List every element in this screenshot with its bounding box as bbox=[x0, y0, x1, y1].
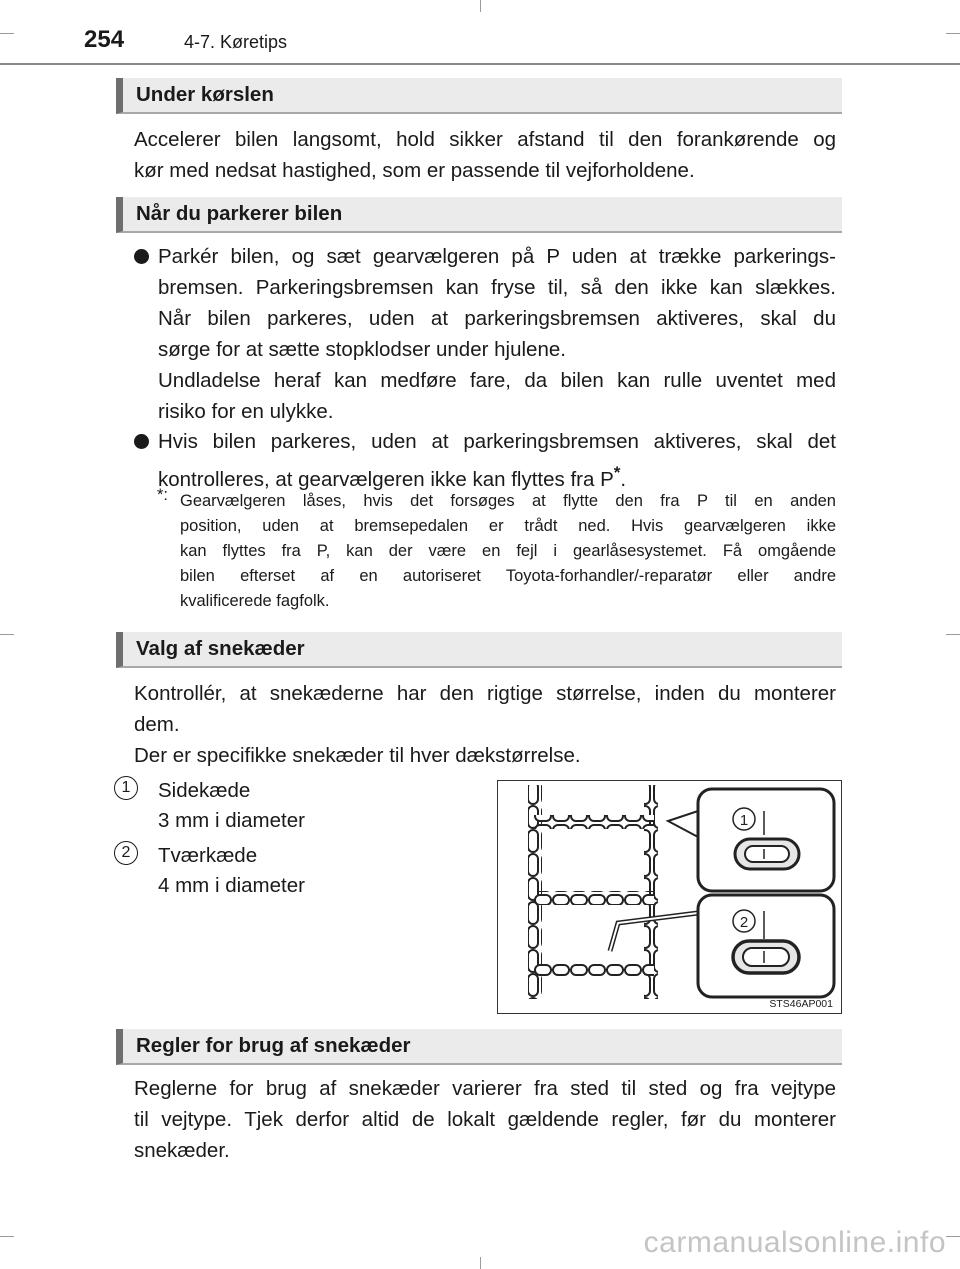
paragraph-line: til vejtype. Tjek derfor altid de lokalt gældende regler, før du monterer bbox=[134, 1108, 836, 1131]
crop-mark bbox=[946, 33, 960, 34]
snow-chain-illustration bbox=[498, 781, 840, 1012]
paragraph-line: dem. bbox=[134, 713, 180, 736]
callout-number: 1 bbox=[739, 812, 749, 829]
bullet-line: risiko for en ulykke. bbox=[158, 400, 334, 423]
chain-link-inner bbox=[743, 948, 789, 966]
paragraph-line: Der er specifikke snekæder til hver dækstørrelse. bbox=[134, 744, 581, 767]
cross-chain bbox=[534, 891, 654, 905]
snow-chain-figure bbox=[497, 780, 842, 1014]
bullet-icon bbox=[134, 249, 149, 264]
heading-under-korslen: Under kørslen bbox=[116, 78, 842, 114]
paragraph-line: kør med nedsat hastighed, som er passende til vejforholdene. bbox=[134, 159, 695, 182]
bullet-line: Parkér bilen, og sæt gearvælgeren på P uden at trække parkerings- bbox=[158, 245, 836, 268]
header-divider bbox=[0, 63, 960, 65]
footnote-line: bilen efterset af en autoriseret Toyota-forhandler/-reparatør eller andre bbox=[180, 567, 836, 585]
section-title: 4-7. Køretips bbox=[184, 32, 288, 52]
page-number: 254 bbox=[84, 26, 125, 53]
asterisk: * bbox=[613, 463, 621, 482]
item-label: Tværkæde bbox=[158, 844, 258, 867]
bullet-line: sørge for at sætte stopklodser under hjulene. bbox=[158, 338, 566, 361]
bullet-icon bbox=[134, 434, 149, 449]
paragraph-line: Accelerer bilen langsomt, hold sikker afstand til den forankørende og bbox=[134, 128, 836, 151]
crop-mark bbox=[480, 1257, 481, 1269]
item-detail: 3 mm i diameter bbox=[158, 809, 305, 832]
item-number-badge: 1 bbox=[114, 776, 138, 800]
figure-code: STS46AP001 bbox=[769, 998, 833, 1010]
footnote-line: Gearvælgeren låses, hvis det forsøges at flytte den fra P til en anden bbox=[180, 492, 836, 510]
paragraph-line: Reglerne for brug af snekæder varierer fra sted til sted og fra vejtype bbox=[134, 1077, 836, 1100]
bullet-line: Hvis bilen parkeres, uden at parkeringsbremsen aktiveres, skal det bbox=[158, 430, 836, 453]
crop-mark bbox=[0, 1236, 14, 1237]
crop-mark bbox=[0, 33, 14, 34]
item-label: Sidekæde bbox=[158, 779, 251, 802]
bullet-line: bremsen. Parkeringsbremsen kan fryse til, så den ikke kan slækkes. bbox=[158, 276, 836, 299]
crop-mark bbox=[946, 1236, 960, 1237]
period: . bbox=[620, 467, 627, 491]
crop-mark bbox=[0, 634, 14, 635]
heading-valg: Valg af snekæder bbox=[116, 632, 842, 668]
item-number-badge: 2 bbox=[114, 841, 138, 865]
callout-pointer bbox=[668, 811, 698, 837]
bullet-line: Undladelse heraf kan medføre fare, da bilen kan rulle uventet med bbox=[158, 369, 836, 392]
cross-chain bbox=[534, 815, 654, 829]
footnote-line: kvalificerede fagfolk. bbox=[180, 592, 330, 610]
item-detail: 4 mm i diameter bbox=[158, 874, 305, 897]
crop-mark bbox=[480, 0, 481, 12]
heading-parkering: Når du parkerer bilen bbox=[116, 197, 842, 233]
bullet-text: kontrolleres, at gearvælgeren ikke kan flyttes fra P bbox=[158, 467, 614, 491]
footnote-line: position, uden at bremsepedalen er trådt ned. Hvis gearvælgeren ikke bbox=[180, 517, 836, 535]
footnote-line: kan flyttes fra P, kan der være en fejl i gearlåsesystemet. Få omgående bbox=[180, 542, 836, 560]
bullet-line: Når bilen parkeres, uden at parkeringsbremsen aktiveres, skal du bbox=[158, 307, 836, 330]
heading-regler: Regler for brug af snekæder bbox=[116, 1029, 842, 1065]
cross-chain bbox=[534, 963, 654, 977]
paragraph-line: Kontrollér, at snekæderne har den rigtige størrelse, inden du monterer bbox=[134, 682, 836, 705]
callout-number: 2 bbox=[739, 914, 749, 931]
chain-link-inner bbox=[745, 846, 789, 862]
paragraph-line: snekæder. bbox=[134, 1139, 230, 1162]
watermark: carmanualsonline.info bbox=[643, 1226, 946, 1259]
crop-mark bbox=[946, 634, 960, 635]
footnote-mark: *: bbox=[157, 486, 169, 504]
